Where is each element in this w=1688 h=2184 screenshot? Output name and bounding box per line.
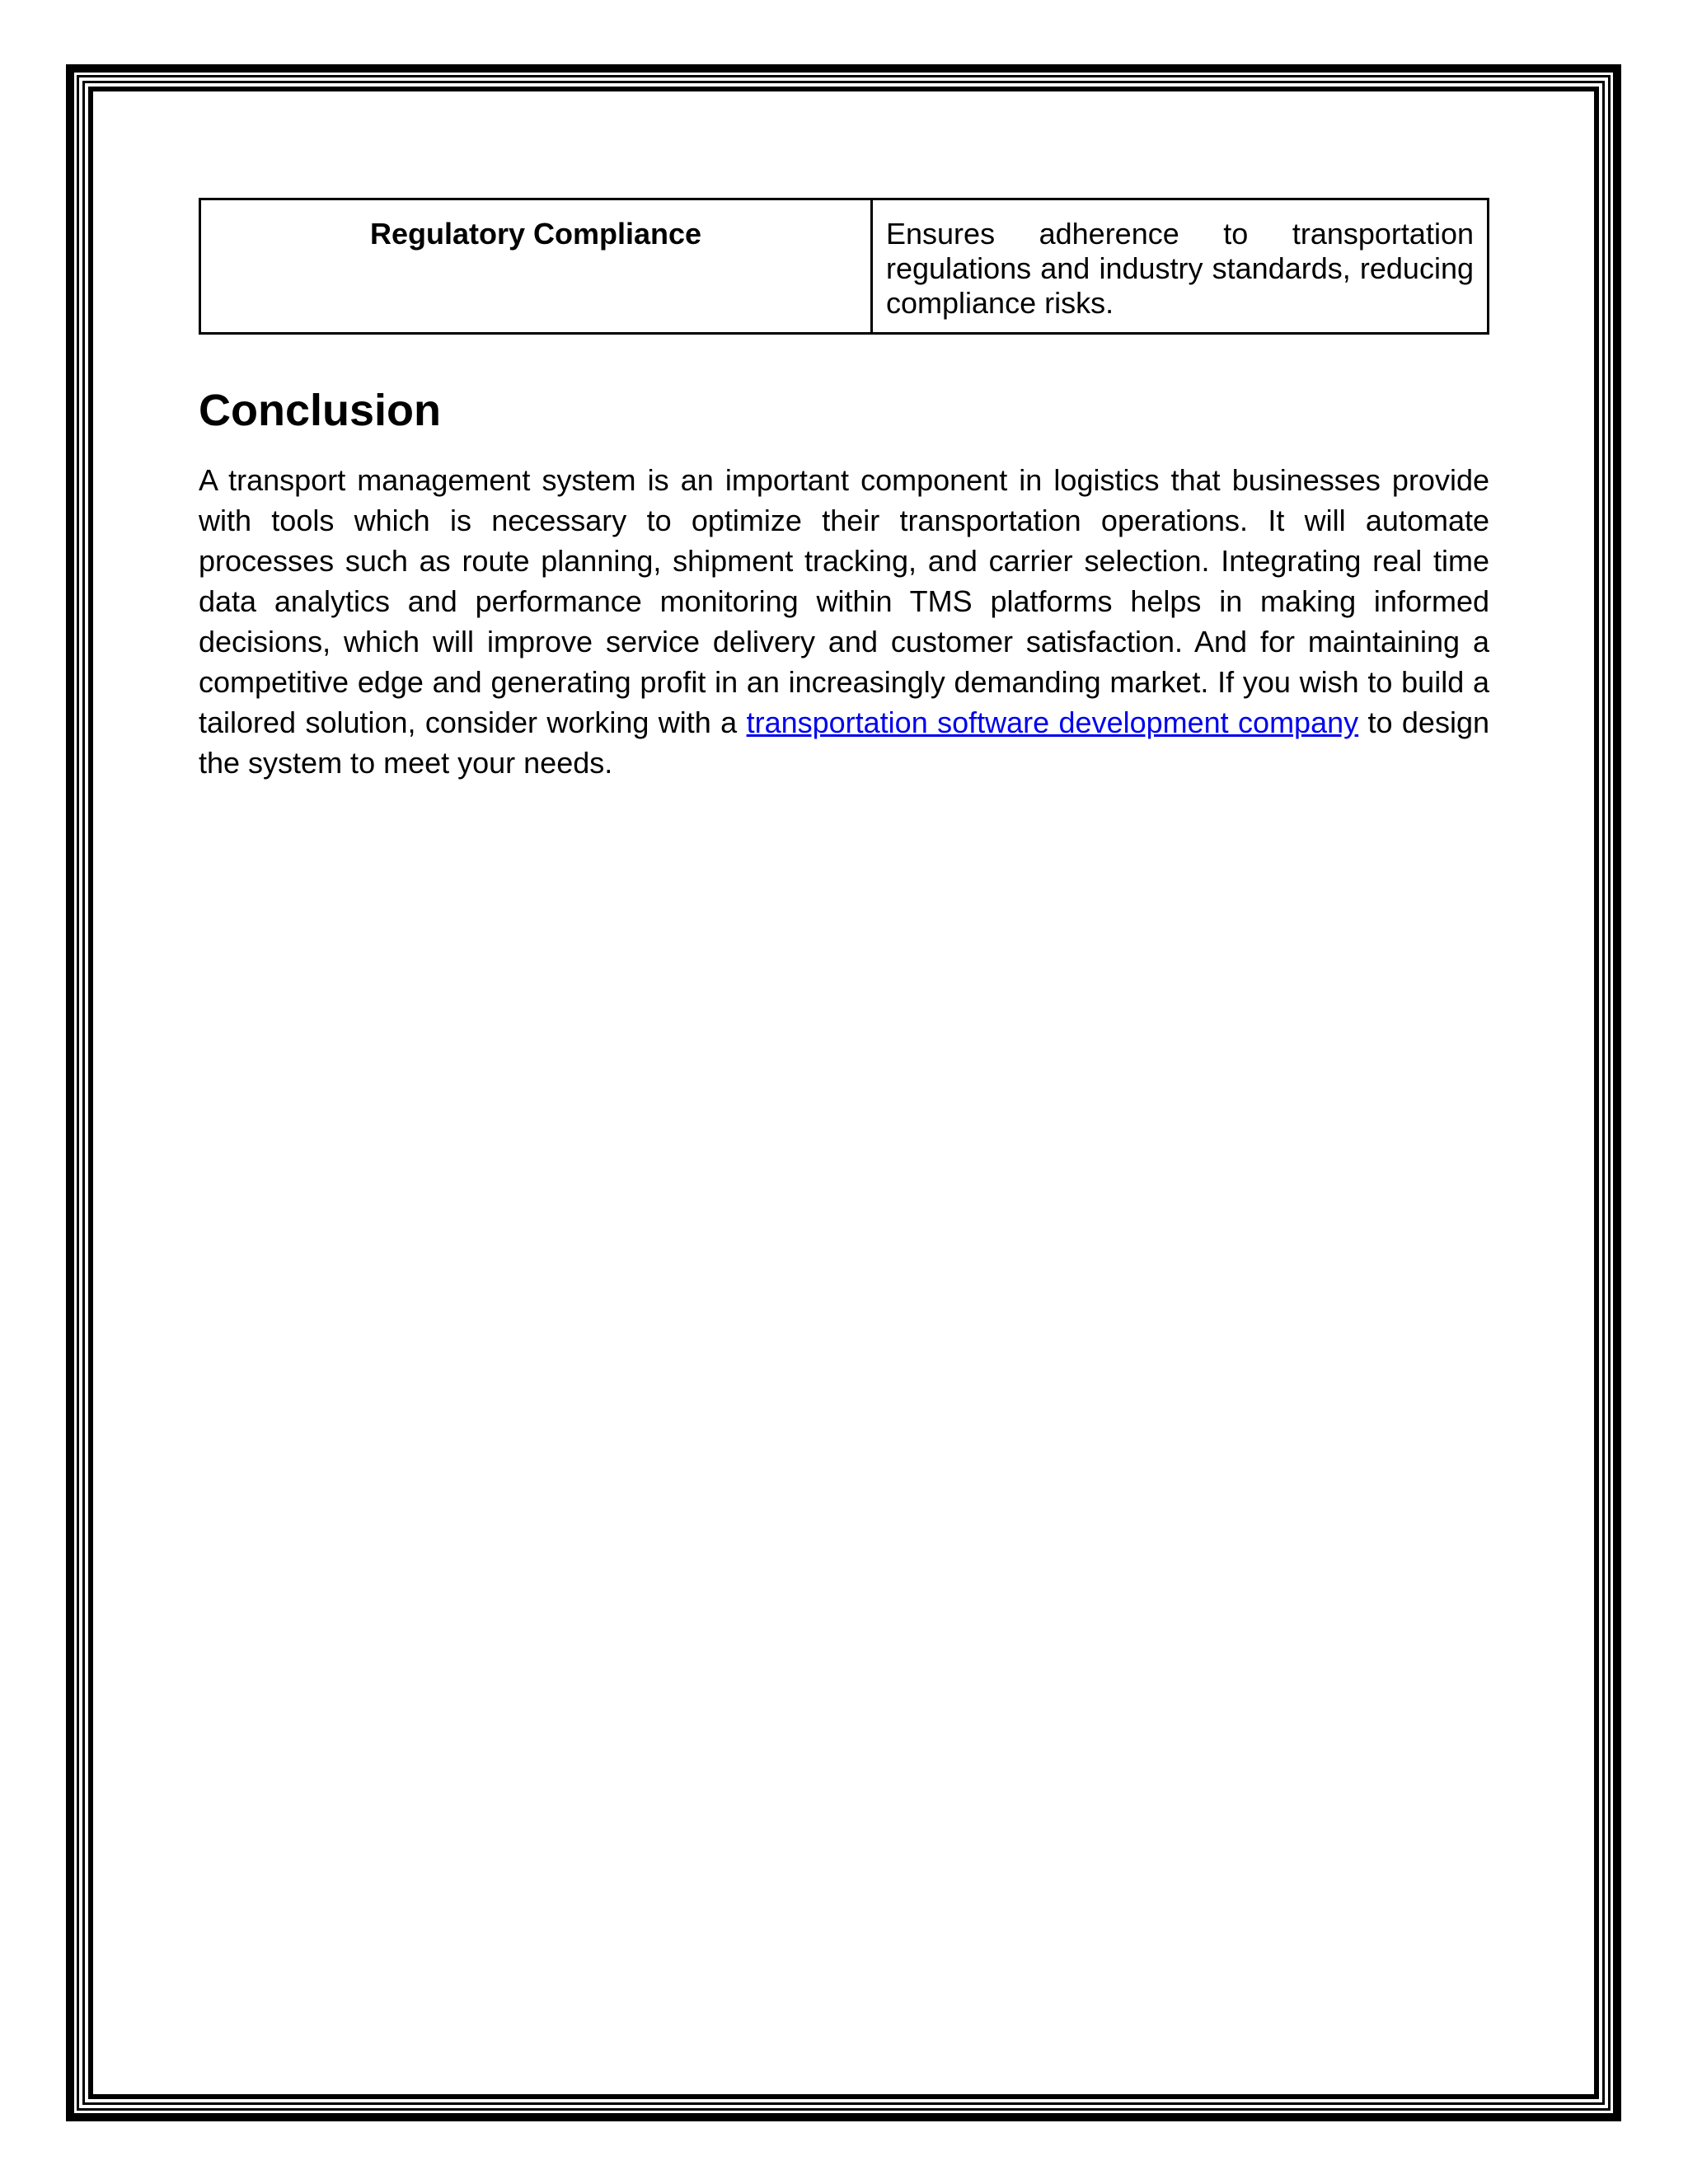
paragraph-text: A transport management system is an important component in logistics that businesses provide with tools which is necessary to optimize their transportation operations. It will automate processes such as route planning, shipment tracking, and carrier selection. Integrating real time data analytics and performance monitoring within TMS platforms helps in making informed decisions, which will improve service delivery and customer satisfaction. And for maintaining a competitive edge and generating profit in an increasingly demanding market. If you wish to build a tailored solution, consider working with a xyxy=(199,463,1489,739)
document-content xyxy=(199,198,1489,783)
transportation-software-link[interactable]: transportation software development company xyxy=(746,705,1359,739)
paragraph-text: to design the system to meet your needs. xyxy=(199,705,1489,780)
features-table xyxy=(199,198,1489,335)
feature-description-cell: Ensures adherence to transportation regulations and industry standards, reducing compliance risks. xyxy=(872,199,1489,334)
feature-name-cell: Regulatory Compliance xyxy=(200,199,872,334)
table-row xyxy=(200,199,1489,334)
conclusion-paragraph xyxy=(199,460,1489,783)
section-heading: Conclusion xyxy=(199,386,441,435)
